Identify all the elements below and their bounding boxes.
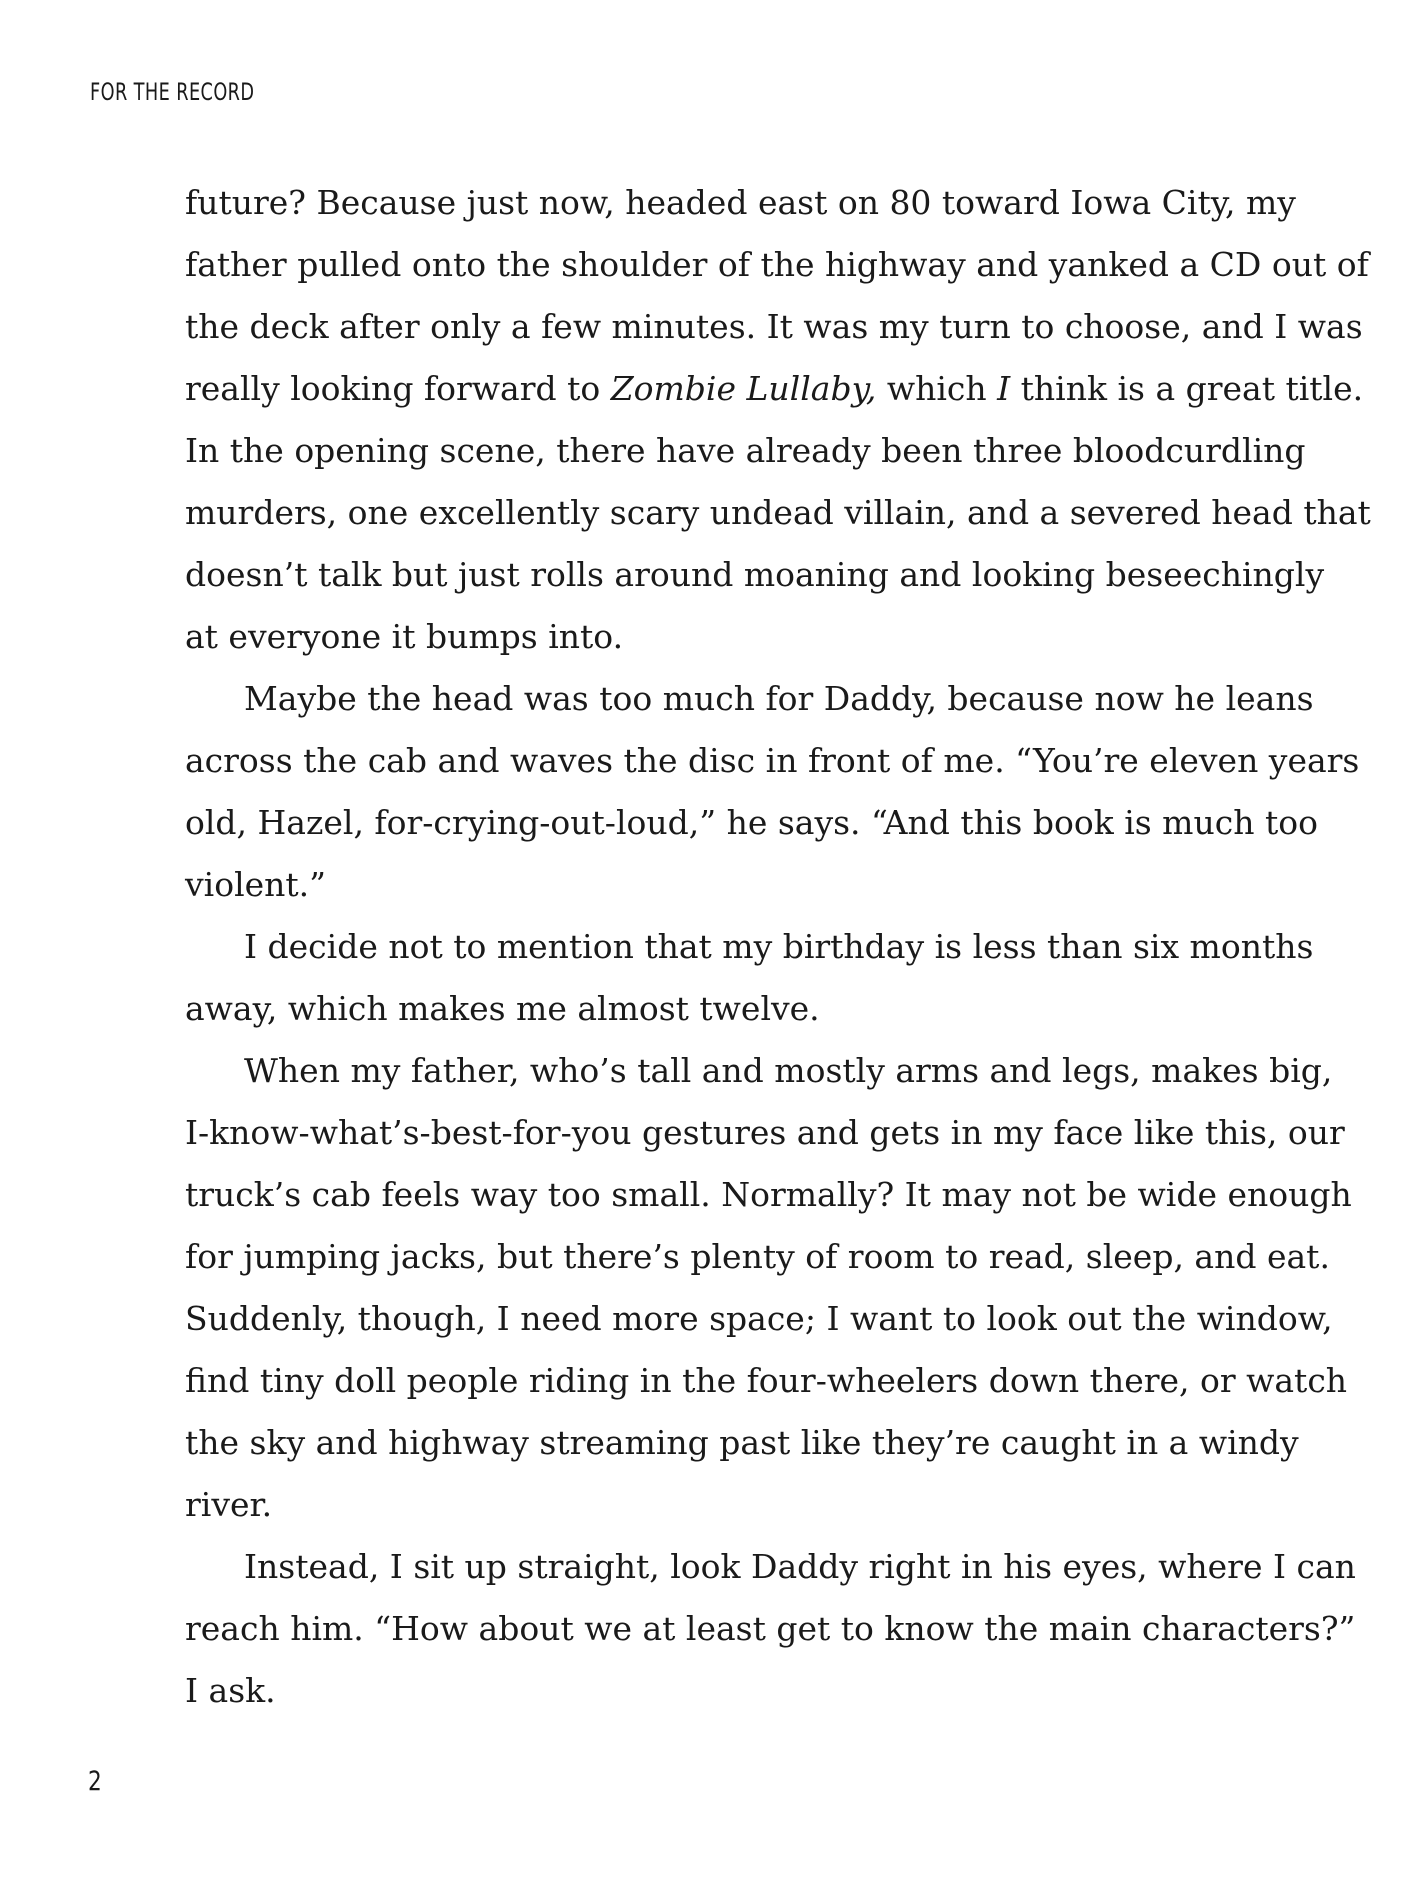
text-line: old, Hazel, for-crying-out-loud,” he says. “And this book is much too bbox=[185, 803, 1318, 842]
emphasis-italic: I bbox=[997, 369, 1011, 408]
text-line: When my father, who’s tall and mostly arms and legs, makes big, bbox=[244, 1051, 1333, 1090]
text-line: father pulled onto the shoulder of the highway and yanked a CD out of bbox=[185, 245, 1369, 284]
text-line: across the cab and waves the disc in front of me. “You’re eleven years bbox=[185, 741, 1360, 780]
text-line: violent.” bbox=[185, 865, 327, 904]
text-line: Instead, I sit up straight, look Daddy right in his eyes, where I can bbox=[244, 1547, 1356, 1586]
text-line: find tiny doll people riding in the four-wheelers down there, or watch bbox=[185, 1361, 1348, 1400]
text-line: I-know-what’s-best-for-you gestures and gets in my face like this, our bbox=[185, 1113, 1345, 1152]
text-fragment: think is a great title. bbox=[1010, 369, 1364, 408]
text-line: Maybe the head was too much for Daddy, because now he leans bbox=[244, 679, 1314, 718]
text-line: murders, one excellently scary undead villain, and a severed head that bbox=[185, 493, 1371, 532]
book-title-italic: Zombie Lullaby, bbox=[610, 369, 877, 408]
text-line: Suddenly, though, I need more space; I want to look out the window, bbox=[185, 1299, 1333, 1338]
text-line: future? Because just now, headed east on 80 toward Iowa City, my bbox=[185, 183, 1296, 222]
page-number: 2 bbox=[88, 1766, 102, 1797]
text-line: I ask. bbox=[185, 1671, 276, 1710]
text-line: river. bbox=[185, 1485, 273, 1524]
text-line: doesn’t talk but just rolls around moaning and looking beseechingly bbox=[185, 555, 1325, 594]
text-line: truck’s cab feels way too small. Normally? It may not be wide enough bbox=[185, 1175, 1352, 1214]
text-line: In the opening scene, there have already been three bloodcurdling bbox=[185, 431, 1306, 470]
text-line: I decide not to mention that my birthday is less than six months bbox=[244, 927, 1314, 966]
text-line: reach him. “How about we at least get to know the main characters?” bbox=[185, 1609, 1356, 1648]
text-line: the sky and highway streaming past like they’re caught in a windy bbox=[185, 1423, 1299, 1462]
text-line: for jumping jacks, but there’s plenty of room to read, sleep, and eat. bbox=[185, 1237, 1330, 1276]
text-line: the deck after only a few minutes. It was my turn to choose, and I was bbox=[185, 307, 1363, 346]
text-line bbox=[185, 358, 1364, 420]
text-line: at everyone it bumps into. bbox=[185, 617, 624, 656]
text-line: away, which makes me almost twelve. bbox=[185, 989, 820, 1028]
running-head: FOR THE RECORD bbox=[90, 78, 255, 106]
text-fragment: which bbox=[876, 369, 998, 408]
body-text bbox=[185, 172, 1371, 1722]
text-fragment: really looking forward to bbox=[185, 369, 611, 408]
